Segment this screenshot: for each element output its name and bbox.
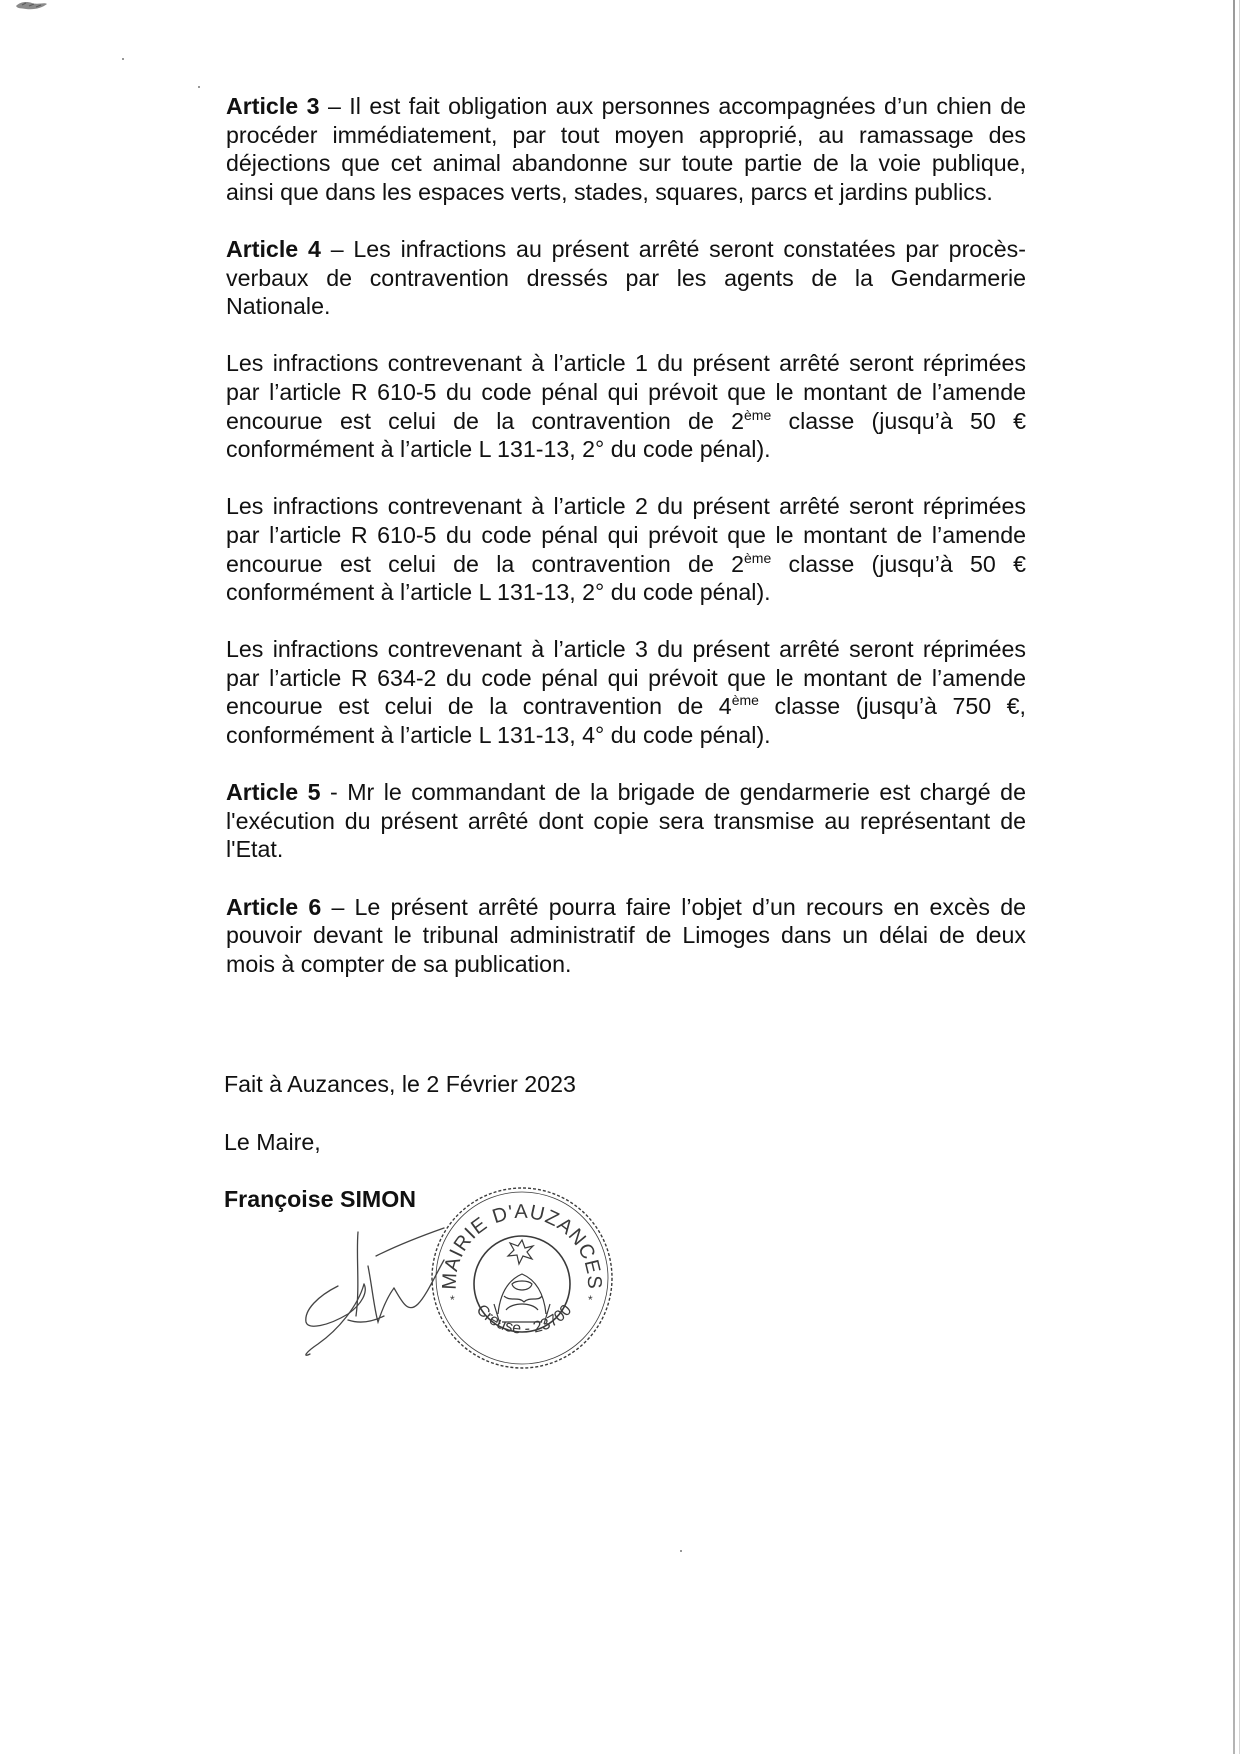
article-4-text: – Les infractions au présent arrêté seront constatées par procès-verbaux de contravention dressés par les agents de la Gendarmerie Nationale. [226, 235, 1026, 320]
article-4-label: Article 4 [226, 235, 321, 262]
mairie-seal-stamp [428, 1184, 616, 1372]
infraction-2-text-after: classe (jusqu’à 50 € conformément à l’article L 131-13, 2° du code pénal). [226, 550, 1026, 606]
scan-dot [122, 58, 124, 60]
infraction-article-2-paragraph [226, 492, 1026, 606]
place-and-date: Fait à Auzances, le 2 Février 2023 [224, 1071, 576, 1097]
article-5-label: Article 5 [226, 779, 321, 806]
scan-dot [680, 1550, 682, 1552]
infraction-article-1-paragraph [226, 349, 1026, 463]
infraction-1-superscript: ème [744, 406, 772, 423]
article-6-paragraph [226, 893, 1026, 979]
article-6-text: – Le présent arrêté pourra faire l’objet d’un recours en excès de pouvoir devant le tribunal administratif de Limoges dans un délai de deux mois à compter de sa publication. [226, 893, 1026, 977]
article-3-label: Article 3 [226, 93, 320, 119]
signatory-name: Françoise SIMON [224, 1186, 416, 1212]
infraction-3-text-before: Les infractions contrevenant à l’article 3 du présent arrêté seront réprimées par l’article R 634-2 du code pénal qui prévoit que le montant de l’amende encourue est celui de la contravention de 4 [226, 636, 1026, 720]
article-5-paragraph [226, 778, 1026, 864]
svg-text:*: * [450, 1293, 455, 1307]
svg-text:MAIRIE D'AUZANCES: MAIRIE D'AUZANCES [438, 1200, 606, 1291]
signatory-role: Le Maire, [224, 1129, 321, 1155]
infraction-3-superscript: ème [731, 692, 759, 709]
handwritten-signature [298, 1226, 448, 1362]
article-4-paragraph [226, 235, 1026, 321]
infraction-article-3-paragraph [226, 635, 1026, 749]
infraction-2-text-before: Les infractions contrevenant à l’article 2 du présent arrêté seront réprimées par l’article R 610-5 du code pénal qui prévoit que le montant de l’amende encourue est celui de la contravention de 2 [226, 493, 1026, 577]
article-6-label: Article 6 [226, 893, 322, 920]
scan-edge-shadow [1233, 0, 1235, 1754]
svg-text:*: * [588, 1293, 593, 1307]
infraction-3-text-after: classe (jusqu’à 750 €, conformément à l’article L 131-13, 4° du code pénal). [226, 693, 1026, 749]
infraction-1-text-before: Les infractions contrevenant à l’article 1 du présent arrêté seront réprimées par l’article R 610-5 du code pénal qui prévoit que le montant de l’amende encourue est celui de la contravention de 2 [226, 350, 1026, 434]
article-3-paragraph [226, 92, 1026, 206]
scan-dot [198, 86, 200, 88]
scan-edge-line [1239, 0, 1240, 1754]
article-3-text: – Il est fait obligation aux personnes accompagnées d’un chien de procéder immédiatement, par tout moyen approprié, au ramassage des déjections que cet animal abandonne sur toute partie de la voie publique, ainsi que dans les espaces verts, stades, squares, parcs et jardins publics. [226, 93, 1026, 205]
document-body [226, 92, 1026, 1007]
svg-text:Creuse - 23700: Creuse - 23700 [472, 1301, 576, 1338]
infraction-1-text-after: classe (jusqu’à 50 € conformément à l’article L 131-13, 2° du code pénal). [226, 407, 1026, 463]
infraction-2-superscript: ème [744, 549, 772, 566]
article-5-text: - Mr le commandant de la brigade de gendarmerie est chargé de l'exécution du présent arrêté dont copie sera transmise au représentant de l'Etat. [226, 779, 1026, 863]
scan-speck [14, 0, 48, 12]
